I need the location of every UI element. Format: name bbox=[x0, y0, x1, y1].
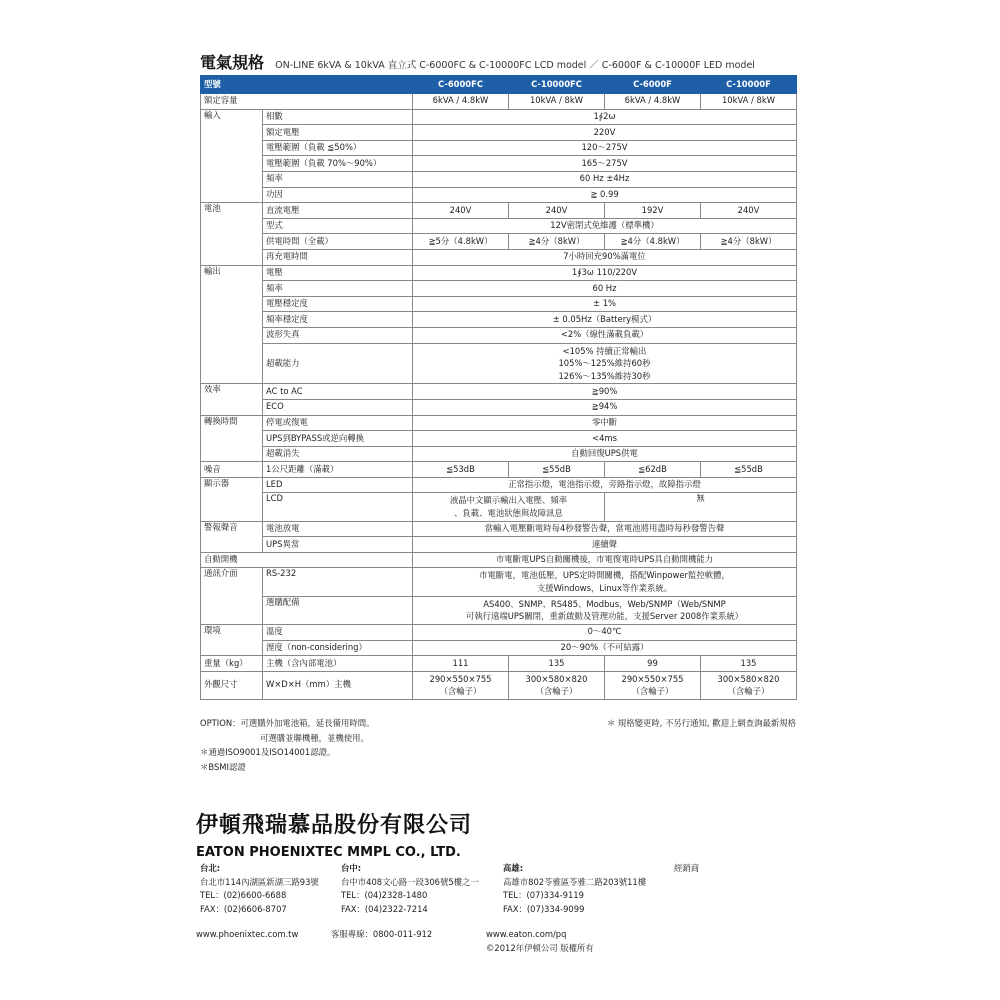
rated-value: 6kVA / 4.8kW bbox=[605, 94, 701, 110]
optional-line: AS400、SNMP、RS485、Modbus，Web/SNMP（Web/SNMP bbox=[483, 598, 726, 609]
row-value: 20～90%（不可結露） bbox=[413, 640, 797, 656]
table-row bbox=[201, 327, 797, 343]
row-value: 連續聲 bbox=[413, 537, 797, 553]
row-label: 供電時間（全載） bbox=[263, 234, 413, 250]
table-row bbox=[201, 656, 797, 672]
row-label: 頻率 bbox=[263, 281, 413, 297]
office-address: 台北市114內湖區新湖三路93號 bbox=[200, 876, 319, 887]
website-phoenixtec[interactable]: www.phoenixtec.com.tw bbox=[196, 929, 299, 939]
rated-value: 10kVA / 8kW bbox=[509, 94, 605, 110]
dims-value bbox=[605, 671, 701, 699]
row-value: <2%（線性滿載負載） bbox=[413, 327, 797, 343]
table-row bbox=[201, 343, 797, 384]
row-label: 型式 bbox=[263, 218, 413, 234]
row-value: 135 bbox=[701, 656, 797, 672]
office-taichung bbox=[341, 862, 479, 916]
row-label: 主機（含內部電池） bbox=[263, 656, 413, 672]
row-label: 電壓 bbox=[263, 265, 413, 281]
table-row bbox=[201, 521, 797, 537]
rs232-line: 支援Windows，Linux等作業系統。 bbox=[536, 583, 673, 594]
dims-size: 290×550×755 bbox=[429, 673, 492, 684]
row-value: 240V bbox=[413, 203, 509, 219]
row-value: 60 Hz bbox=[413, 281, 797, 297]
table-row bbox=[201, 203, 797, 219]
row-label: 再充電時間 bbox=[263, 249, 413, 265]
row-value: ≧4分（4.8kW） bbox=[605, 234, 701, 250]
table-row bbox=[201, 493, 797, 521]
row-label: LED bbox=[263, 477, 413, 493]
table-row bbox=[201, 296, 797, 312]
row-value: ≧4分（8kW） bbox=[509, 234, 605, 250]
rated-label: 額定容量 bbox=[201, 94, 413, 110]
row-label: 超載消失 bbox=[263, 446, 413, 462]
row-value: 220V bbox=[413, 125, 797, 141]
row-value: <4ms bbox=[413, 431, 797, 447]
note-iso: ＊通過ISO9001及ISO14001認證。 bbox=[200, 747, 336, 757]
table-row bbox=[201, 265, 797, 281]
table-row bbox=[201, 671, 797, 699]
row-value: ≦55dB bbox=[509, 462, 605, 478]
rated-value: 6kVA / 4.8kW bbox=[413, 94, 509, 110]
row-label: 電壓範圍（負載 70%～90%） bbox=[263, 156, 413, 172]
rated-value: 10kVA / 8kW bbox=[701, 94, 797, 110]
row-label: 1公尺距離（滿載） bbox=[263, 462, 413, 478]
row-value: 99 bbox=[605, 656, 701, 672]
overload-line: 126%～135%維持30秒 bbox=[558, 370, 651, 381]
office-fax: FAX：(07)334-9099 bbox=[503, 903, 585, 914]
table-row bbox=[201, 537, 797, 553]
row-value: 0～40℃ bbox=[413, 624, 797, 640]
row-value: 240V bbox=[509, 203, 605, 219]
dealer-label: 經銷商 bbox=[674, 863, 700, 873]
row-label: 溼度（non-considering） bbox=[263, 640, 413, 656]
row-value: 正常指示燈，電池指示燈，旁路指示燈，故障指示燈 bbox=[413, 477, 797, 493]
row-label: 相數 bbox=[263, 109, 413, 125]
row-value: 240V bbox=[701, 203, 797, 219]
row-value: 165～275V bbox=[413, 156, 797, 172]
row-value: 自動回復UPS供電 bbox=[413, 446, 797, 462]
table-row bbox=[201, 187, 797, 203]
row-value: 零中斷 bbox=[413, 415, 797, 431]
led-model-lcd-value: 無 bbox=[605, 493, 797, 521]
table-row bbox=[201, 415, 797, 431]
row-label: UPS異常 bbox=[263, 537, 413, 553]
table-row bbox=[201, 125, 797, 141]
row-label: W×D×H（mm）主機 bbox=[263, 671, 413, 699]
office-fax: FAX：(04)2322-7214 bbox=[341, 903, 428, 914]
table-row bbox=[201, 596, 797, 624]
table-row bbox=[201, 234, 797, 250]
section-auto: 自動開機 bbox=[201, 552, 413, 568]
row-label: 溫度 bbox=[263, 624, 413, 640]
section-efficiency: 效率 bbox=[201, 384, 263, 415]
row-label: AC to AC bbox=[263, 384, 413, 400]
lcd-line: 液晶中文顯示輸出入電壓、頻率 bbox=[449, 495, 568, 506]
table-row bbox=[201, 312, 797, 328]
section-transfer: 轉換時間 bbox=[201, 415, 263, 462]
row-value: 60 Hz ±4Hz bbox=[413, 171, 797, 187]
model-label: 型號 bbox=[201, 76, 413, 94]
model-c10000f: C-10000F bbox=[701, 76, 797, 94]
section-battery: 電池 bbox=[201, 203, 263, 265]
office-tel: TEL：(02)6600-6688 bbox=[200, 890, 287, 900]
office-tel: TEL：(07)334-9119 bbox=[503, 890, 584, 900]
section-noise: 噪音 bbox=[201, 462, 263, 478]
row-value: ≧90% bbox=[413, 384, 797, 400]
lcd-value bbox=[413, 493, 605, 521]
row-label: 直流電壓 bbox=[263, 203, 413, 219]
row-value: ≧94% bbox=[413, 399, 797, 415]
row-value: 當輸入電壓斷電時每4秒發警告聲，當電池將用盡時每秒發警告聲 bbox=[413, 521, 797, 537]
table-row bbox=[201, 477, 797, 493]
table-row bbox=[201, 552, 797, 568]
row-label: UPS到BYPASS或逆向轉換 bbox=[263, 431, 413, 447]
row-value: 1∮3ω 110/220V bbox=[413, 265, 797, 281]
row-value: 1∮2ω bbox=[413, 109, 797, 125]
table-row bbox=[201, 94, 797, 110]
note-option2: 可選購並聯機種，並機使用。 bbox=[260, 732, 369, 743]
row-value: 12V密閉式免維護（標準機） bbox=[413, 218, 797, 234]
dims-note: （含輪子） bbox=[727, 686, 770, 697]
row-value: 120～275V bbox=[413, 140, 797, 156]
table-row bbox=[201, 399, 797, 415]
row-label: 選購配備 bbox=[263, 596, 413, 624]
dims-note: （含輪子） bbox=[535, 686, 578, 697]
row-label: 停電或復電 bbox=[263, 415, 413, 431]
company-name-zh: 伊頓飛瑞慕品股份有限公司 bbox=[196, 813, 473, 838]
lcd-line: 、負載、電池狀態與故障訊息 bbox=[454, 508, 563, 519]
office-name: 高雄: bbox=[503, 863, 524, 873]
company-name-en: EATON PHOENIXTEC MMPL CO., LTD. bbox=[196, 845, 461, 860]
dims-value bbox=[413, 671, 509, 699]
office-taipei bbox=[200, 862, 319, 916]
section-display: 顯示器 bbox=[201, 477, 263, 521]
table-row bbox=[201, 156, 797, 172]
row-label: 波形失真 bbox=[263, 327, 413, 343]
row-label: 頻率穩定度 bbox=[263, 312, 413, 328]
note-spec-change: ＊ 規格變更時, 不另行通知, 歡迎上網查詢最新規格 bbox=[606, 718, 796, 728]
table-row bbox=[201, 431, 797, 447]
rs232-line: 市電斷電，電池低壓，UPS定時開關機，搭配Winpower監控軟體， bbox=[479, 570, 730, 581]
dims-size: 290×550×755 bbox=[621, 673, 684, 684]
rs232-value bbox=[413, 568, 797, 596]
website-eaton[interactable]: www.eaton.com/pq bbox=[486, 929, 567, 939]
row-value: ≧4分（8kW） bbox=[701, 234, 797, 250]
office-name: 台中: bbox=[341, 863, 362, 873]
row-label: 頻率 bbox=[263, 171, 413, 187]
row-value: 192V bbox=[605, 203, 701, 219]
dims-note: （含輪子） bbox=[439, 686, 482, 697]
model-c6000f: C-6000F bbox=[605, 76, 701, 94]
row-label: 電池放電 bbox=[263, 521, 413, 537]
office-name: 台北: bbox=[200, 863, 221, 873]
footer-right bbox=[486, 928, 594, 955]
row-value: ± 0.05Hz（Battery模式） bbox=[413, 312, 797, 328]
spec-header bbox=[200, 50, 796, 72]
dims-size: 300×580×820 bbox=[525, 673, 588, 684]
row-value: 市電斷電UPS自動關機後，市電復電時UPS具自動開機能力 bbox=[413, 552, 797, 568]
section-input: 輸入 bbox=[201, 109, 263, 203]
office-tel: TEL：(04)2328-1480 bbox=[341, 890, 428, 900]
optional-line: 可執行遠端UPS關閉，重新啟動及管理功能，支援Server 2008作業系統） bbox=[465, 611, 744, 622]
row-label: ECO bbox=[263, 399, 413, 415]
table-row bbox=[201, 568, 797, 596]
row-label: 額定電壓 bbox=[263, 125, 413, 141]
table-row bbox=[201, 171, 797, 187]
dims-size: 300×580×820 bbox=[717, 673, 780, 684]
row-value: ≦62dB bbox=[605, 462, 701, 478]
table-row bbox=[201, 462, 797, 478]
row-value: ≦53dB bbox=[413, 462, 509, 478]
row-label: RS-232 bbox=[263, 568, 413, 596]
table-row bbox=[201, 624, 797, 640]
company-block bbox=[196, 808, 472, 860]
office-fax: FAX：(02)6606-8707 bbox=[200, 903, 287, 914]
overload-value bbox=[413, 343, 797, 384]
row-value: 111 bbox=[413, 656, 509, 672]
table-row bbox=[201, 384, 797, 400]
dims-note: （含輪子） bbox=[631, 686, 674, 697]
table-row bbox=[201, 109, 797, 125]
row-value: ≦55dB bbox=[701, 462, 797, 478]
notes bbox=[200, 716, 796, 774]
spec-table bbox=[200, 75, 797, 700]
office-address: 台中市408文心路一段306號5樓之一 bbox=[341, 876, 479, 887]
optional-value bbox=[413, 596, 797, 624]
section-output: 輸出 bbox=[201, 265, 263, 384]
table-row bbox=[201, 640, 797, 656]
note-bsmi: ＊BSMI認證 bbox=[200, 761, 246, 772]
office-kaohsiung bbox=[503, 862, 646, 916]
table-row bbox=[201, 140, 797, 156]
dims-value bbox=[509, 671, 605, 699]
row-value: 7小時回充90%滿電位 bbox=[413, 249, 797, 265]
note-option1: OPTION：可選購外加電池箱，延長備用時間。 bbox=[200, 718, 375, 728]
row-value: ≧ 0.99 bbox=[413, 187, 797, 203]
table-row bbox=[201, 281, 797, 297]
table-row bbox=[201, 446, 797, 462]
row-label: LCD bbox=[263, 493, 413, 521]
row-label: 電壓範圍（負載 ≦50%） bbox=[263, 140, 413, 156]
copyright: ©2012年伊頓公司 版權所有 bbox=[486, 942, 594, 953]
row-value: 135 bbox=[509, 656, 605, 672]
model-c10000fc: C-10000FC bbox=[509, 76, 605, 94]
section-comm: 通訊介面 bbox=[201, 568, 263, 624]
row-label: 功因 bbox=[263, 187, 413, 203]
office-address: 高雄市802苓雅區苓雅二路203號11樓 bbox=[503, 876, 647, 887]
spec-subtitle: ON-LINE 6kVA & 10kVA 直立式 C-6000FC & C-10000FC LCD model ／ C-6000F & C-10000F LED model bbox=[275, 60, 755, 71]
service-hotline: 客服專線：0800-011-912 bbox=[331, 929, 433, 939]
overload-line: <105% 持續正常輸出 bbox=[562, 345, 647, 356]
overload-line: 105%～125%維持60秒 bbox=[558, 358, 651, 369]
section-alarm: 警報聲音 bbox=[201, 521, 263, 552]
table-row bbox=[201, 249, 797, 265]
spec-title: 電氣規格 bbox=[200, 53, 265, 72]
row-label: 超載能力 bbox=[263, 343, 413, 384]
row-label: 電壓穩定度 bbox=[263, 296, 413, 312]
row-value: ≧5分（4.8kW） bbox=[413, 234, 509, 250]
section-env: 環境 bbox=[201, 624, 263, 655]
model-c6000fc: C-6000FC bbox=[413, 76, 509, 94]
table-header-row bbox=[201, 76, 797, 94]
section-dims: 外觀尺寸 bbox=[201, 671, 263, 699]
dims-value bbox=[701, 671, 797, 699]
row-value: ± 1% bbox=[413, 296, 797, 312]
table-row bbox=[201, 218, 797, 234]
section-weight: 重量（kg） bbox=[201, 656, 263, 672]
